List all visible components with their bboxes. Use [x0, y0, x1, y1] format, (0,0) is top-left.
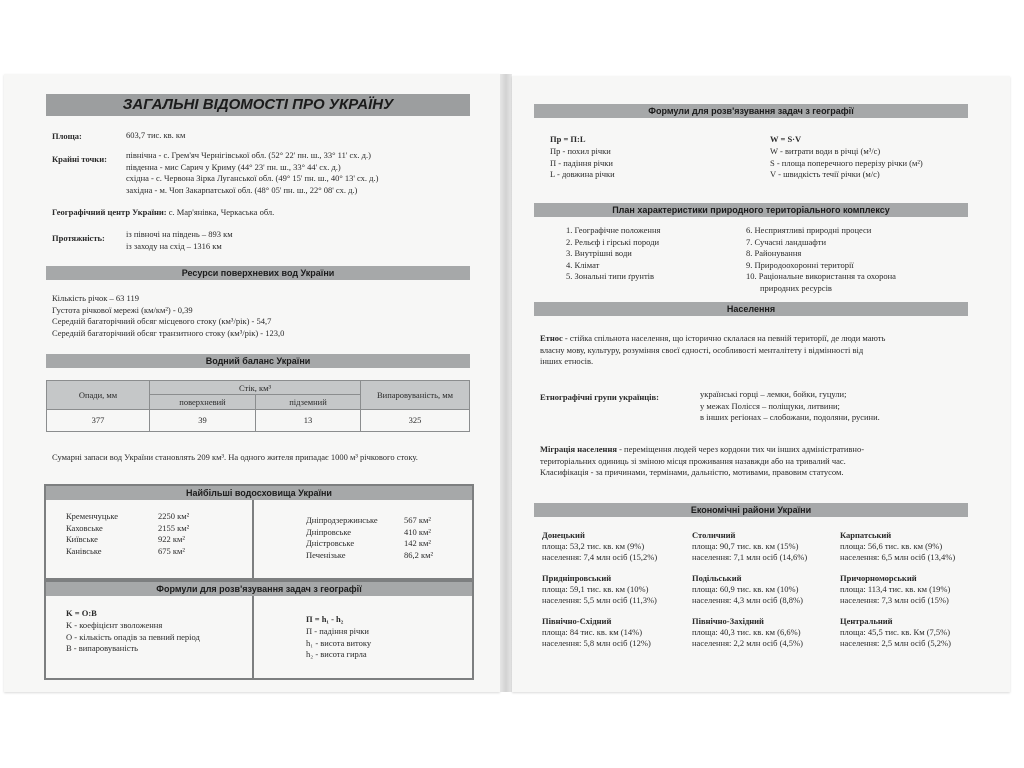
- region-card: [692, 616, 803, 649]
- reservoir-row: [66, 534, 189, 546]
- reservoir-area: 567 км²: [404, 515, 431, 525]
- value-under: 13: [256, 409, 361, 431]
- region-name: Подільський: [692, 573, 742, 583]
- formula-line: B - випаровуваність: [66, 643, 139, 653]
- book-spine: [500, 74, 512, 692]
- plan-item: 4. Клімат: [566, 259, 600, 270]
- slope-formula-title: Пр = П:L: [550, 134, 586, 144]
- value-evap: 325: [361, 409, 470, 431]
- reservoir-area: 2250 км²: [158, 511, 190, 521]
- reservoir-area: 675 км²: [158, 545, 185, 556]
- discharge-formula: [770, 134, 923, 181]
- reservoir-area: 410 км²: [404, 526, 431, 537]
- region-card: [692, 530, 807, 563]
- reservoir-name: Дніпродзержинське: [306, 515, 378, 525]
- formula-line: S - площа поперечного перерізу річки (м²): [770, 157, 923, 168]
- migration-block: [540, 444, 864, 479]
- reservoir-name: Дніпровське: [306, 526, 352, 537]
- formula-line: h₂ - висота гирла: [306, 649, 367, 659]
- extreme-point-west: західна - м. Чоп Закарпатської обл. (48° 05' пн. ш., 22° 08' сх. д.): [126, 184, 358, 195]
- value-surface: 39: [150, 409, 256, 431]
- region-card: [542, 573, 657, 606]
- reservoir-row: [66, 511, 189, 523]
- reservoir-row: [306, 527, 433, 539]
- plan-heading: План характеристики природного територіального комплексу: [534, 203, 968, 217]
- reservoirs-right: [306, 515, 433, 561]
- col-evap: Випаровуваність, мм: [361, 381, 470, 410]
- region-name: Північно-Західний: [692, 616, 764, 626]
- migration-line: Класифікація - за причинами, термінами, дальністю, мотивами, правовим статусом.: [540, 467, 844, 477]
- region-name: Причорноморський: [840, 573, 917, 583]
- region-name: Північно-Східний: [542, 616, 612, 626]
- plan-item: 5. Зональні типи ґрунтів: [566, 271, 655, 281]
- reserves-text: Сумарні запаси вод України становлять 209 км³. На одного жителя припадає 1000 м³ річкового стоку.: [52, 452, 418, 462]
- region-name: Донецький: [542, 530, 585, 540]
- length-label: Протяжність:: [52, 233, 105, 243]
- plan-list-right: [746, 225, 896, 294]
- region-card: [840, 573, 950, 606]
- reservoir-name: Каховське: [66, 522, 103, 533]
- region-card: [692, 573, 803, 606]
- region-area: площа: 84 тис. кв. км (14%): [542, 627, 643, 637]
- region-area: площа: 56,6 тис. кв. км (9%): [840, 541, 943, 551]
- region-area: площа: 40,3 тис. кв. км (6,6%): [692, 627, 801, 637]
- col-surface: поверхневий: [150, 395, 256, 409]
- river-fall-formula: [306, 614, 371, 661]
- ethnic-group-line: в інших регіонах – слобожани, подоляни, русини.: [700, 412, 880, 422]
- area-value: 603,7 тис. кв. км: [126, 130, 186, 140]
- slope-formula: [550, 134, 615, 181]
- migration-line: територіальних одиниць зі зміною місця проживання назавжди або на тривалий час.: [540, 455, 846, 466]
- region-population: населення: 7,1 млн осіб (14,6%): [692, 552, 808, 562]
- formula-line: V - швидкість течії річки (м/с): [770, 169, 880, 179]
- regions-heading: Економічні райони України: [534, 503, 968, 517]
- region-population: населення: 7,4 млн осіб (15,2%): [542, 552, 658, 562]
- length-list: [126, 229, 233, 252]
- region-area: площа: 59,1 тис. кв. км (10%): [542, 584, 649, 594]
- geo-center-row: [52, 207, 274, 218]
- formula-line: L - довжина річки: [550, 169, 615, 179]
- migration-line: - переміщення людей через кордони тих чи інших адміністративно-: [616, 444, 865, 454]
- water-resources-list: [52, 293, 284, 339]
- water-resources-line: Густота річкової мережі (км/км²) - 0,39: [52, 304, 193, 315]
- ethnic-group-line: українські горці – лемки, бойки, гуцули;: [700, 389, 847, 399]
- discharge-formula-title: W = S·V: [770, 134, 802, 144]
- ethnic-group-line: у межах Полісся – поліщуки, литвини;: [700, 400, 840, 411]
- extreme-point-south: південна - мис Сарич у Криму (44° 23' пн. ш., 33° 44' сх. д.): [126, 161, 341, 172]
- region-population: населення: 4,3 млн осіб (8,8%): [692, 595, 803, 605]
- ethnic-groups-label: Етнографічні групи українців:: [540, 392, 659, 402]
- col-under: підземний: [256, 395, 361, 409]
- formulas-heading-left: Формули для розв'язування задач з географії: [46, 582, 472, 596]
- plan-item: 6. Несприятливі природні процеси: [746, 225, 872, 235]
- reservoir-name: Печенізьке: [306, 549, 346, 560]
- reservoir-row: [306, 550, 433, 562]
- plan-item: 9. Природоохоронні території: [746, 259, 854, 270]
- moisture-formula: [66, 608, 200, 655]
- region-population: населення: 2,2 млн осіб (4,5%): [692, 638, 803, 648]
- plan-item: 7. Сучасні ландшафти: [746, 236, 827, 247]
- formula-line: K - коефіцієнт зволоження: [66, 620, 163, 630]
- col-precip: Опади, мм: [47, 381, 150, 410]
- region-population: населення: 2,5 млн осіб (5,2%): [840, 638, 951, 648]
- ethnos-line: - стійка спільнота населення, що історично склалася на певній території, де люди мають: [562, 333, 886, 343]
- extreme-points-list: [126, 150, 378, 196]
- migration-term: Міграція населення: [540, 444, 617, 454]
- formula-line: Пр - похил річки: [550, 146, 611, 156]
- plan-item: природних ресурсів: [760, 282, 832, 293]
- value-precip: 377: [47, 409, 150, 431]
- population-heading: Населення: [534, 302, 968, 316]
- geo-center-label: Географічний центр України:: [52, 207, 167, 217]
- reservoir-row: [66, 546, 189, 558]
- water-resources-line: Кількість річок – 63 119: [52, 293, 139, 303]
- region-card: [840, 530, 955, 563]
- region-population: населення: 5,5 млн осіб (11,3%): [542, 595, 657, 605]
- plan-item: 8. Районування: [746, 248, 802, 258]
- region-area: площа: 113,4 тис. кв. км (19%): [840, 584, 951, 594]
- formula-line: П - падіння річки: [306, 626, 369, 636]
- ethnic-groups-list: [700, 389, 880, 424]
- region-population: населення: 6,5 млн осіб (13,4%): [840, 552, 956, 562]
- reservoir-name: Канівське: [66, 545, 102, 556]
- reservoir-name: Кременчуцьке: [66, 511, 119, 521]
- water-resources-line: Середній багаторічний обсяг транзитного стоку (км³/рік) - 123,0: [52, 327, 285, 338]
- col-runoff: Стік, км³: [150, 381, 361, 395]
- reservoir-area: 142 км²: [404, 538, 431, 548]
- page-title: ЗАГАЛЬНІ ВІДОМОСТІ ПРО УКРАЇНУ: [46, 94, 470, 116]
- reservoir-row: [306, 515, 433, 527]
- ethnos-line: інших етносів.: [540, 356, 594, 366]
- plan-item: 1. Географічне положення: [566, 225, 661, 235]
- reservoir-row: [306, 538, 433, 550]
- plan-list-left: [566, 225, 660, 283]
- region-area: площа: 90,7 тис. кв. км (15%): [692, 541, 799, 551]
- region-card: [542, 530, 657, 563]
- geo-center-value: с. Мар'янівка, Черкаська обл.: [168, 207, 275, 217]
- reservoirs-left: [66, 511, 189, 557]
- plan-item: 2. Рельєф і гірські породи: [566, 236, 660, 247]
- extreme-point-east: східна - с. Червона Зірка Луганської обл. (49° 15' пн. ш., 40° 13' сх. д.): [126, 173, 379, 183]
- river-fall-formula-title: П = h₁ - h₂: [306, 614, 344, 624]
- plan-item: 3. Внутрішні води: [566, 248, 632, 258]
- reservoirs-divider: [252, 500, 254, 578]
- extreme-points-label: Крайні точки:: [52, 154, 107, 164]
- moisture-formula-title: K = O:B: [66, 608, 97, 618]
- region-area: площа: 45,5 тис. кв. Км (7,5%): [840, 627, 951, 637]
- length-west-east: із заходу на схід – 1316 км: [126, 240, 222, 251]
- formula-line: O - кількість опадів за певний період: [66, 631, 200, 642]
- reservoir-area: 922 км²: [158, 534, 185, 544]
- formulas-divider-left: [252, 596, 254, 678]
- ethnos-term: Етнос: [540, 333, 563, 343]
- region-name: Столичний: [692, 530, 736, 540]
- region-card: [840, 616, 951, 649]
- formula-line: П - падіння річки: [550, 157, 613, 168]
- region-population: населення: 5,8 млн осіб (12%): [542, 638, 651, 648]
- water-balance-heading: Водний баланс України: [46, 354, 470, 368]
- region-card: [542, 616, 651, 649]
- water-resources-heading: Ресурси поверхневих вод України: [46, 266, 470, 280]
- water-balance-table: [46, 380, 470, 432]
- reservoir-name: Київське: [66, 534, 98, 544]
- region-name: Придніпровський: [542, 573, 612, 583]
- extreme-point-north: північна - с. Грем'яч Чернігівської обл. (52° 22' пн. ш., 33° 11' сх. д.): [126, 150, 371, 160]
- formula-line: W - витрати води в річці (м³/с): [770, 146, 881, 156]
- formula-line: h₁ - висота витоку: [306, 637, 372, 648]
- ethnos-block: [540, 333, 885, 368]
- ethnos-line: власну мову, культуру, розуміння своєї єдності, особливості менталітету і відмінності від: [540, 344, 864, 355]
- region-name: Карпатський: [840, 530, 892, 540]
- reservoir-area: 86,2 км²: [404, 549, 434, 560]
- reservoir-area: 2155 км²: [158, 522, 190, 533]
- formulas-heading-right: Формули для розв'язування задач з географії: [534, 104, 968, 118]
- area-label: Площа:: [52, 131, 82, 141]
- region-name: Центральний: [840, 616, 893, 626]
- reservoir-row: [66, 523, 189, 535]
- reservoirs-heading: Найбільші водосховища України: [46, 486, 472, 500]
- water-resources-line: Середній багаторічний обсяг місцевого стоку (км³/рік) - 54,7: [52, 316, 272, 326]
- region-population: населення: 7,3 млн осіб (15%): [840, 595, 949, 605]
- length-north-south: із півночі на південь – 893 км: [126, 229, 233, 239]
- reservoir-name: Дністровське: [306, 538, 355, 548]
- plan-item: 10. Раціональне використання та охорона: [746, 271, 896, 281]
- region-area: площа: 53,2 тис. кв. км (9%): [542, 541, 645, 551]
- region-area: площа: 60,9 тис. кв. км (10%): [692, 584, 799, 594]
